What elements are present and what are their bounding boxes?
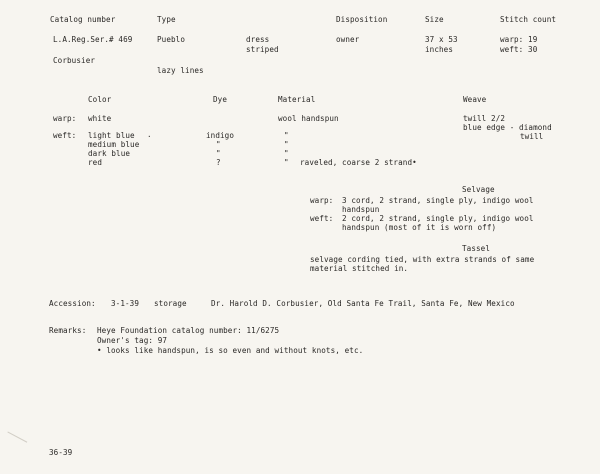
notes-value: lazy lines xyxy=(157,66,204,75)
warp-color: white xyxy=(88,114,112,123)
weft-color: dark blue xyxy=(88,149,131,158)
selvage-weft-label: weft: xyxy=(310,214,334,223)
accession-status: storage xyxy=(154,299,187,308)
weft-color: light blue xyxy=(88,131,135,140)
weft-dye: indigo xyxy=(206,131,235,140)
weft-material: " xyxy=(284,158,289,167)
tassel-heading: Tassel xyxy=(462,244,491,253)
weave-line-2: blue edge - diamond xyxy=(463,123,552,132)
weft-material: " xyxy=(284,149,289,158)
donor-info: Dr. Harold D. Corbusier, Old Santa Fe Trail, Santa Fe, New Mexico xyxy=(211,299,515,308)
pencil-mark xyxy=(3,431,28,451)
garment-value: dress xyxy=(246,35,270,44)
pattern-value: striped xyxy=(246,45,279,54)
disposition-value: owner xyxy=(336,35,360,44)
dye-heading: Dye xyxy=(213,95,228,104)
weft-material: " xyxy=(284,140,289,149)
catalog-number-label: Catalog number xyxy=(50,15,116,24)
stitch-weft-value: weft: 30 xyxy=(500,45,538,54)
warp-row-label: warp: xyxy=(53,114,77,123)
tassel-line-2: material stitched in. xyxy=(310,264,409,273)
size-value: 37 x 53 xyxy=(425,35,458,44)
disposition-label: Disposition xyxy=(336,15,388,24)
weave-line-3: twill xyxy=(520,132,544,141)
selvage-weft-line-1: 2 cord, 2 strand, single ply, indigo wool xyxy=(342,214,534,223)
weft-dye: " xyxy=(216,140,221,149)
remarks-line-3: • looks like handspun, is so even and without knots, etc. xyxy=(97,346,364,355)
type-value: Pueblo xyxy=(157,35,186,44)
weft-tick-mark: . xyxy=(147,130,152,139)
stitch-count-label: Stitch count xyxy=(500,15,557,24)
selvage-weft-line-2: handspun (most of it is worn off) xyxy=(342,223,497,232)
weft-dye: " xyxy=(216,149,221,158)
warp-material: wool handspun xyxy=(278,114,339,123)
selvage-warp-line-2: handspun xyxy=(342,205,380,214)
remarks-line-2: Owner's tag: 97 xyxy=(97,336,168,345)
accession-date: 3-1-39 xyxy=(111,299,140,308)
material-heading: Material xyxy=(278,95,316,104)
weft-note: raveled, coarse 2 strand• xyxy=(300,158,417,167)
type-label: Type xyxy=(157,15,176,24)
weave-heading: Weave xyxy=(463,95,487,104)
collector-name: Corbusier xyxy=(53,56,96,65)
accession-label: Accession: xyxy=(49,299,96,308)
size-label: Size xyxy=(425,15,444,24)
size-unit: inches xyxy=(425,45,454,54)
color-heading: Color xyxy=(88,95,112,104)
weave-line-1: twill 2/2 xyxy=(463,114,506,123)
weft-material: " xyxy=(284,131,289,140)
stitch-warp-value: warp: 19 xyxy=(500,35,538,44)
selvage-warp-label: warp: xyxy=(310,196,334,205)
selvage-warp-line-1: 3 cord, 2 strand, single ply, indigo wool xyxy=(342,196,534,205)
weft-dye: ? xyxy=(216,158,221,167)
remarks-line-1: Heye Foundation catalog number: 11/6275 xyxy=(97,326,280,335)
weft-color: medium blue xyxy=(88,140,140,149)
remarks-label: Remarks: xyxy=(49,326,87,335)
tassel-line-1: selvage cording tied, with extra strands of same xyxy=(310,255,535,264)
weft-row-label: weft: xyxy=(53,131,77,140)
catalog-number-value: L.A.Reg.Ser.# 469 xyxy=(53,35,133,44)
selvage-heading: Selvage xyxy=(462,185,495,194)
weft-color: red xyxy=(88,158,103,167)
footer-code: 36-39 xyxy=(49,448,73,457)
